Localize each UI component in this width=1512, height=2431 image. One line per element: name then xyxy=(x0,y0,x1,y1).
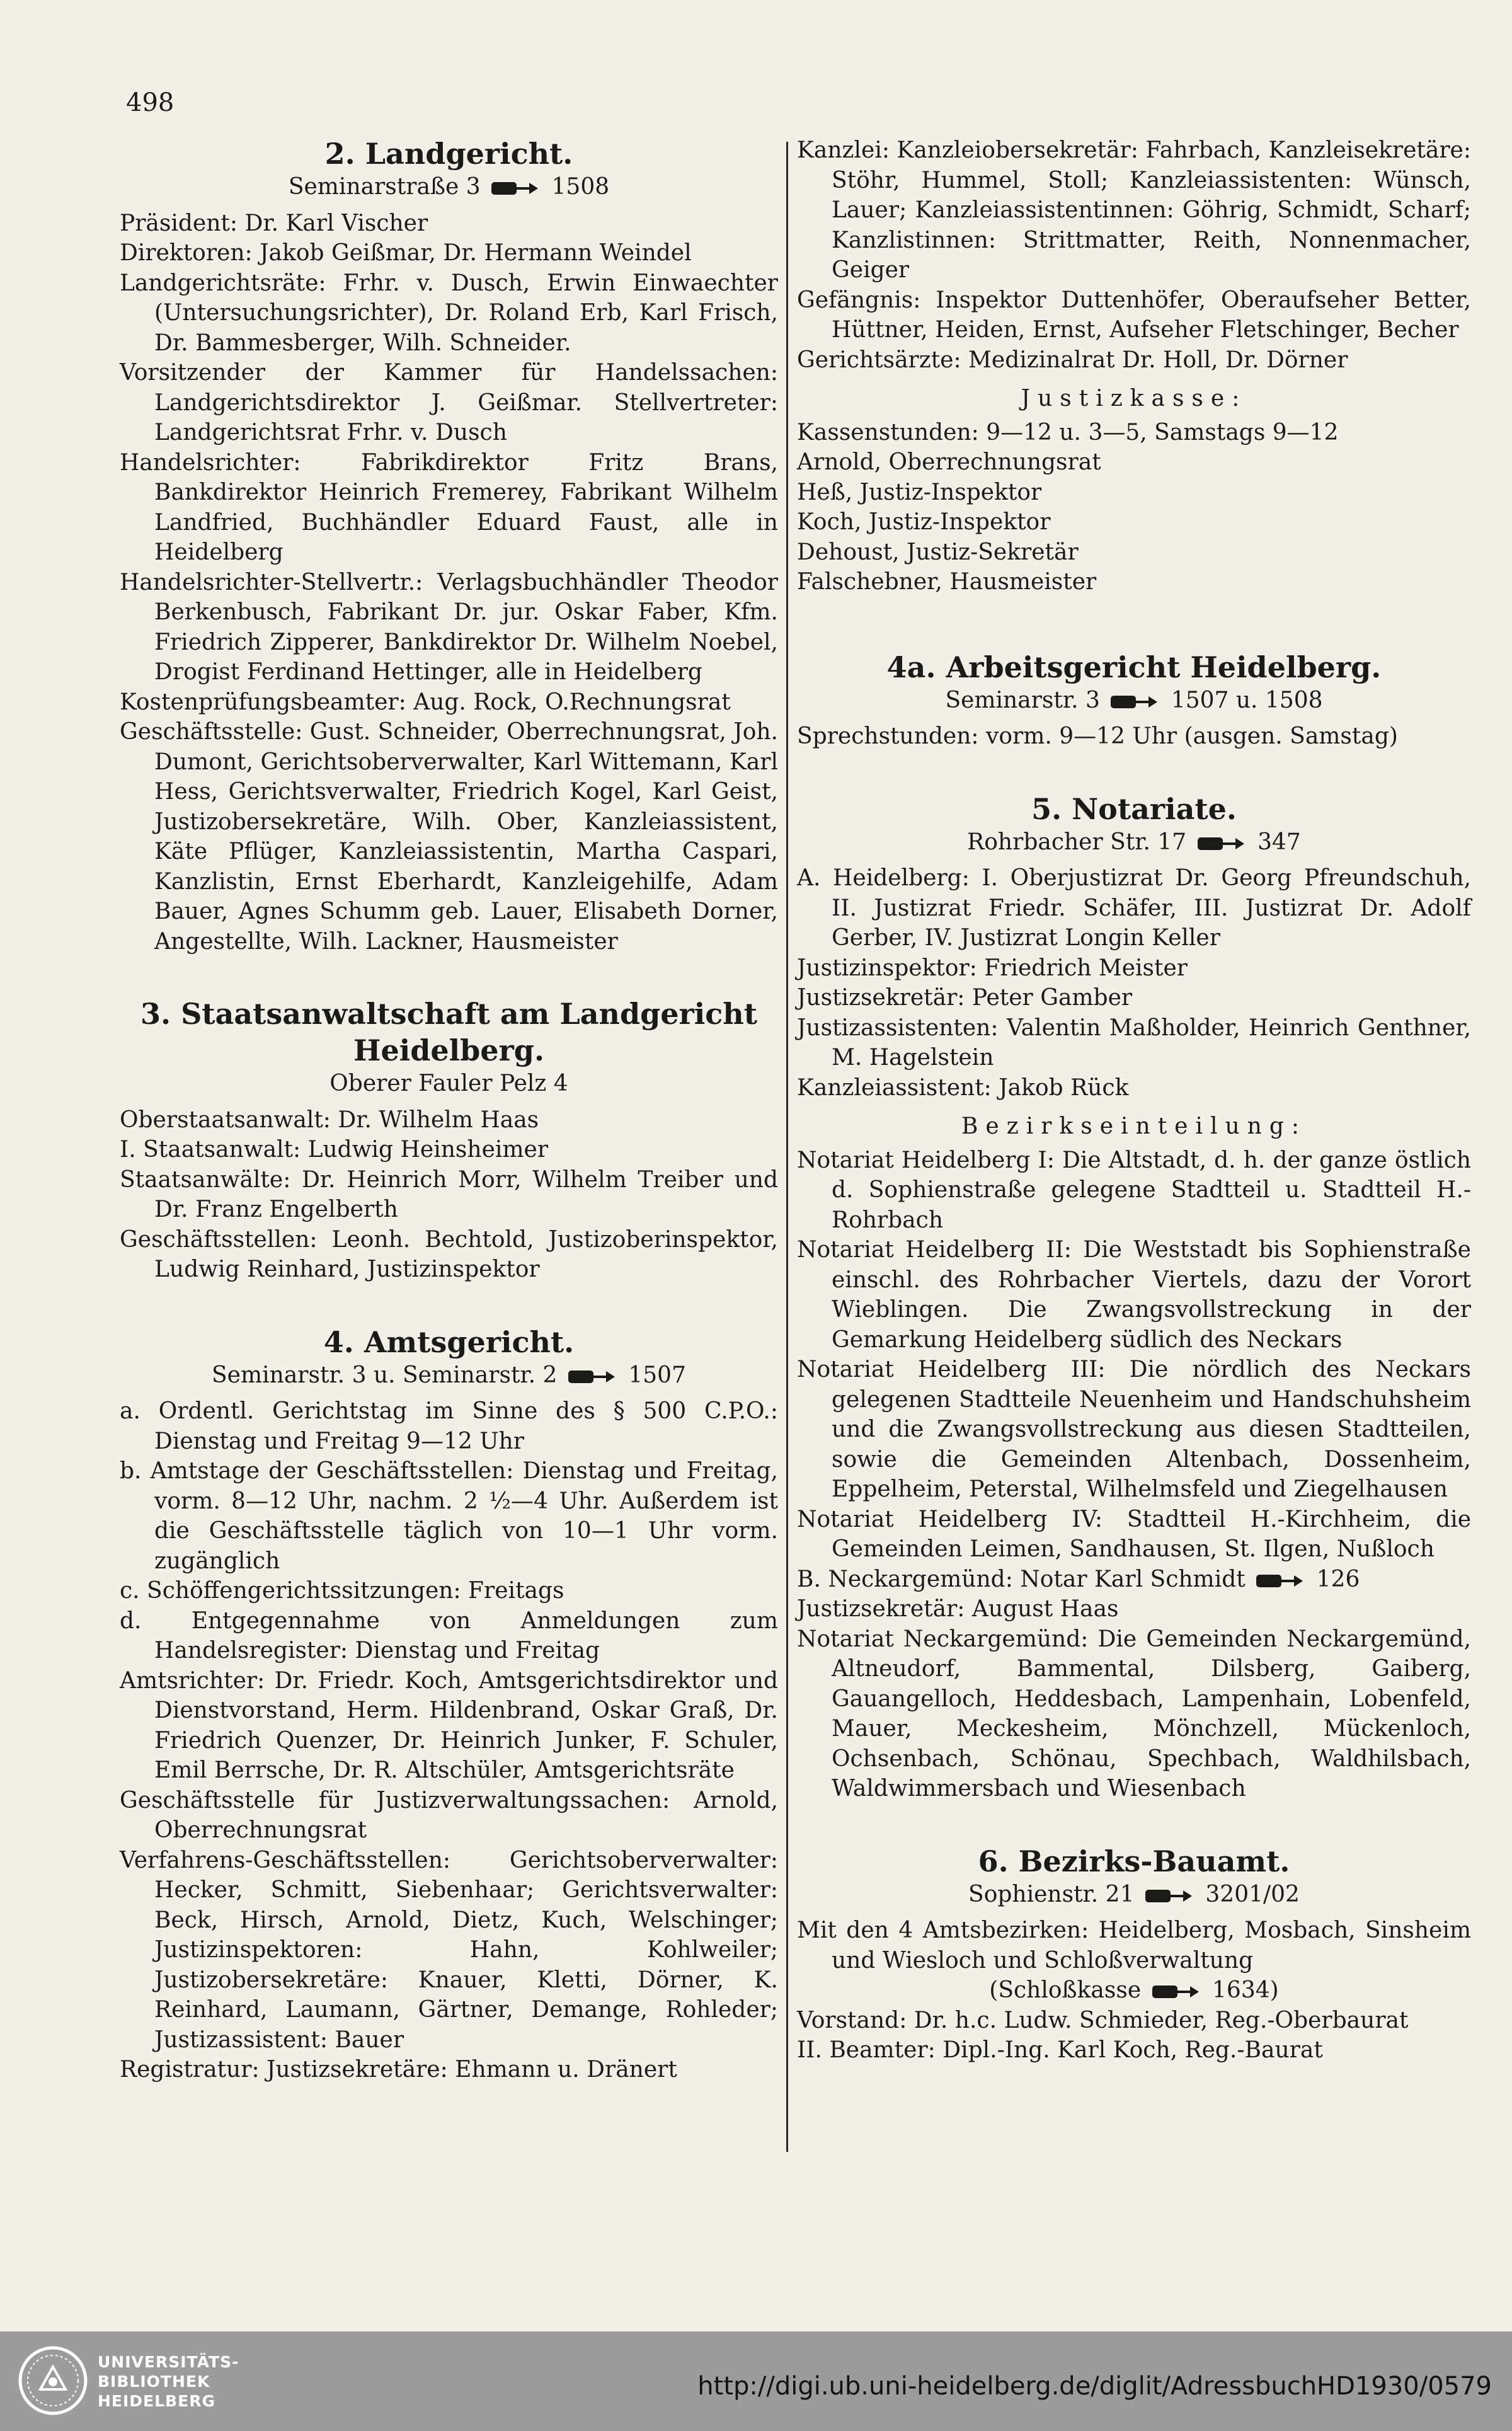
phone-number: 1634) xyxy=(1212,1977,1279,2003)
entry: Vorstand: Dr. h.c. Ludw. Schmieder, Reg.-Oberbaurat xyxy=(797,2007,1409,2033)
phone-number: 1507 u. 1508 xyxy=(1171,687,1323,713)
entry: Gerichtsärzte: Medizinalrat Dr. Holl, Dr. Dörner xyxy=(797,347,1348,373)
right-column xyxy=(797,135,1471,2066)
library-name-line: HEIDELBERG xyxy=(98,2392,215,2410)
entry: b. Amtstage der Geschäftsstellen: Dienstag und Freitag, vorm. 8—12 Uhr, nachm. 2 ½—4 Uhr. Außerdem ist die Geschäftsstelle täglich von 10—1 Uhr vorm. zugänglich xyxy=(120,1458,778,1574)
entry: Kostenprüfungsbeamter: Aug. Rock, O.Rechnungsrat xyxy=(120,689,731,715)
entry: Handelsrichter-Stellvertr.: Verlagsbuchhändler Theodor Berkenbusch, Fabrikant Dr. jur. Oskar Faber, Kfm. Friedrich Zipperer, Bankdirektor Dr. Wilhelm Noebel, Drogist Ferdinand Hettinger, alle in Heidelberg xyxy=(120,569,778,685)
entry: Justizinspektor: Friedrich Meister xyxy=(797,955,1188,981)
phone-number: 347 xyxy=(1257,829,1301,855)
entry: Direktoren: Jakob Geißmar, Dr. Hermann Weindel xyxy=(120,240,692,266)
schlosskasse-line xyxy=(797,1975,1471,2006)
address-text: Seminarstr. 3 u. Seminarstr. 2 xyxy=(212,1362,558,1388)
left-column xyxy=(120,135,778,2085)
footer-bar xyxy=(0,2331,1512,2431)
address-text: Rohrbacher Str. 17 xyxy=(967,829,1187,855)
section-title-bezirksbauamt: 6. Bezirks-Bauamt. xyxy=(978,1844,1290,1878)
entry: Falschebner, Hausmeister xyxy=(797,569,1097,595)
entry: Koch, Justiz-Inspektor xyxy=(797,509,1051,535)
address-staatsanwaltschaft: Oberer Fauler Pelz 4 xyxy=(329,1071,568,1096)
address-notariate xyxy=(797,827,1471,858)
section-title-staatsanwaltschaft: 3. Staatsanwaltschaft am Landgericht xyxy=(140,997,757,1031)
entry: II. Beamter: Dipl.-Ing. Karl Koch, Reg.-Baurat xyxy=(797,2037,1323,2063)
telephone-icon xyxy=(1145,1888,1194,1904)
telephone-icon xyxy=(491,180,541,197)
telephone-icon xyxy=(568,1369,617,1385)
entry-neckargemuend xyxy=(797,1565,1471,1595)
entry: a. Ordentl. Gerichtstag im Sinne des § 500 C.P.O.: Dienstag und Freitag 9—12 Uhr xyxy=(120,1398,778,1454)
section-title-arbeitsgericht: 4a. Arbeitsgericht Heidelberg. xyxy=(886,650,1382,684)
entry: Dehoust, Justiz-Sekretär xyxy=(797,539,1079,565)
section-title-notariate: 5. Notariate. xyxy=(1031,791,1237,826)
entry: Arnold, Oberrechnungsrat xyxy=(797,449,1101,475)
entry: Gefängnis: Inspektor Duttenhöfer, Oberaufseher Better, Hüttner, Heiden, Ernst, Aufseher Fletschinger, Becher xyxy=(797,287,1471,343)
entry: Amtsrichter: Dr. Friedr. Koch, Amtsgerichtsdirektor und Dienstvorstand, Herm. Hildenbrand, Oskar Graß, Dr. Friedrich Quenzer, Dr. Heinrich Junker, F. Schuler, Emil Berrsche, Dr. R. Altschüler, Amtsgerichtsräte xyxy=(120,1667,778,1783)
entry: Kassenstunden: 9—12 u. 3—5, Samstags 9—12 xyxy=(797,419,1339,445)
source-url-link[interactable]: http://digi.ub.uni-heidelberg.de/diglit/AdressbuchHD1930/0579 xyxy=(697,2372,1492,2401)
column-divider xyxy=(786,142,788,2152)
entry: Notariat Heidelberg I: Die Altstadt, d. h. der ganze östlich d. Sophienstraße gelegene Stadtteil u. Stadtteil H.-Rohrbach xyxy=(797,1147,1471,1233)
section-title-landgericht: 2. Landgericht. xyxy=(324,137,573,171)
section-title-staatsanwaltschaft-line2: Heidelberg. xyxy=(353,1033,544,1067)
entry: Geschäftsstellen: Leonh. Bechtold, Justizoberinspektor, Ludwig Reinhard, Justizinspektor xyxy=(120,1226,778,1282)
schlosskasse-label: (Schloßkasse xyxy=(989,1977,1142,2003)
bezirkseinteilung-heading: Bezirkseinteilung: xyxy=(961,1113,1307,1139)
entry: Vorsitzender der Kammer für Handelssachen: Landgerichtsdirektor J. Geißmar. Stellvertreter: Landgerichtsrat Frhr. v. Dusch xyxy=(120,360,778,445)
entry: Präsident: Dr. Karl Vischer xyxy=(120,210,428,236)
entry: Mit den 4 Amtsbezirken: Heidelberg, Mosbach, Sinsheim und Wiesloch und Schloßverwaltung xyxy=(797,1917,1471,1974)
phone-number: 1508 xyxy=(551,174,610,200)
entry: Notariat Neckargemünd: Die Gemeinden Neckargemünd, Altneudorf, Bammental, Dilsberg, Gaiberg, Gauangelloch, Heddesbach, Lampenhain, Lobenfeld, Mauer, Meckesheim, Mönchzell, Mückenloch, Ochsenbach, Schönau, Spechbach, Waldhilsbach, Waldwimmersbach und Wiesenbach xyxy=(797,1626,1471,1802)
telephone-icon xyxy=(1111,694,1160,710)
phone-number: 126 xyxy=(1316,1566,1360,1592)
library-name xyxy=(98,2352,239,2411)
entry: Notariat Heidelberg IV: Stadtteil H.-Kirchheim, die Gemeinden Leimen, Sandhausen, St. Ilgen, Nußloch xyxy=(797,1506,1471,1562)
entry: Landgerichtsräte: Frhr. v. Dusch, Erwin Einwaechter (Untersuchungsrichter), Dr. Roland Erb, Karl Frisch, Dr. Bammesberger, Wilh. Schneider. xyxy=(120,270,778,356)
entry: Handelsrichter: Fabrikdirektor Fritz Brans, Bankdirektor Heinrich Fremerey, Fabrikant Wilhelm Landfried, Buchhändler Eduard Faust, alle in Heidelberg xyxy=(120,449,778,565)
entry: Sprechstunden: vorm. 9—12 Uhr (ausgen. Samstag) xyxy=(797,723,1398,749)
entry: A. Heidelberg: I. Oberjustizrat Dr. Georg Pfreundschuh, II. Justizrat Friedr. Schäfer, III. Justizrat Dr. Adolf Gerber, IV. Justizrat Longin Keller xyxy=(797,865,1471,951)
entry: Verfahrens-Geschäftsstellen: Gerichtsoberverwalter: Hecker, Schmitt, Siebenhaar; Gerichtsverwalter: Beck, Hirsch, Arnold, Dietz, Kuch, Welschinger; Justizinspektoren: Hahn, Kohlweiler; Justizobersekretäre: Knauer, Kletti, Dörner, K. Reinhard, Laumann, Gärtner, Demange, Rohleder; Justizassistent: Bauer xyxy=(120,1847,778,2053)
entry: Notariat Heidelberg II: Die Weststadt bis Sophienstraße einschl. des Rohrbacher Viertels, dazu der Vorort Wieblingen. Die Zwangsvollstreckung in der Gemarkung Heidelberg südlich des Neckars xyxy=(797,1237,1471,1353)
entry: Oberstaatsanwalt: Dr. Wilhelm Haas xyxy=(120,1106,539,1133)
library-name-line: BIBLIOTHEK xyxy=(98,2372,210,2391)
page-number: 498 xyxy=(126,88,175,117)
entry: d. Entgegennahme von Anmeldungen zum Handelsregister: Dienstag und Freitag xyxy=(120,1607,778,1664)
entry: Notariat Heidelberg III: Die nördlich des Neckars gelegenen Stadtteile Neuenheim und Handschuhsheim und die Zwangsvollstreckung aus diesen Stadtteilen, sowie die Gemeinden Altenbach, Dossenheim, Eppelheim, Peterstal, Wilhelmsfeld und Ziegelhausen xyxy=(797,1357,1471,1502)
library-name-line: UNIVERSITÄTS- xyxy=(98,2353,239,2371)
phone-number: 1507 xyxy=(628,1362,686,1388)
entry: Registratur: Justizsekretäre: Ehmann u. Dränert xyxy=(120,2057,677,2083)
address-text: Seminarstraße 3 xyxy=(288,174,481,200)
address-amtsgericht xyxy=(120,1360,778,1391)
telephone-icon xyxy=(1152,1984,1201,2000)
entry: Geschäftsstelle für Justizverwaltungssachen: Arnold, Oberrechnungsrat xyxy=(120,1787,778,1843)
address-text: Sophienstr. 21 xyxy=(968,1881,1135,1907)
entry: I. Staatsanwalt: Ludwig Heinsheimer xyxy=(120,1137,549,1163)
university-seal-icon xyxy=(18,2345,88,2416)
address-landgericht xyxy=(120,172,778,202)
entry: Kanzlei: Kanzleiobersekretär: Fahrbach, Kanzleisekretäre: Stöhr, Hummel, Stoll; Kanzleiassistenten: Wünsch, Lauer; Kanzleiassistentinnen: Göhrig, Schmidt, Scharf; Kanzlistinnen: Strittmatter, Reith, Nonnenmacher, Geiger xyxy=(797,137,1471,283)
entry: Justizsekretär: Peter Gamber xyxy=(797,985,1133,1011)
entry: Justizassistenten: Valentin Maßholder, Heinrich Genthner, M. Hagelstein xyxy=(797,1014,1471,1071)
entry-text: B. Neckargemünd: Notar Karl Schmidt xyxy=(797,1566,1246,1592)
entry: Justizsekretär: August Haas xyxy=(797,1596,1119,1622)
address-text: Seminarstr. 3 xyxy=(945,687,1100,713)
entry: c. Schöffengerichtssitzungen: Freitags xyxy=(120,1578,564,1604)
telephone-icon xyxy=(1256,1573,1305,1589)
entry: Staatsanwälte: Dr. Heinrich Morr, Wilhelm Treiber und Dr. Franz Engelberth xyxy=(120,1166,778,1222)
section-title-amtsgericht: 4. Amtsgericht. xyxy=(323,1325,575,1359)
entry: Kanzleiassistent: Jakob Rück xyxy=(797,1074,1129,1101)
entry: Heß, Justiz-Inspektor xyxy=(797,479,1042,505)
telephone-icon xyxy=(1198,836,1247,852)
address-bezirksbauamt xyxy=(797,1880,1471,1910)
address-arbeitsgericht xyxy=(797,686,1471,716)
entry: Geschäftsstelle: Gust. Schneider, Oberrechnungsrat, Joh. Dumont, Gerichtsoberverwalter, Karl Wittemann, Karl Hess, Gerichtsverwalter, Friedrich Kogel, Karl Geist, Justizobersekretäre, Wilh. Ober, Kanzleiassistent, Käte Pflüger, Kanzleiassistentin, Martha Caspari, Kanzlistin, Ernst Eberhardt, Kanzleigehilfe, Adam Bauer, Agnes Schumm geb. Lauer, Elisabeth Dorner, Angestellte, Wilh. Lackner, Hausmeister xyxy=(120,719,778,955)
justizkasse-heading: Justizkasse: xyxy=(1021,386,1247,411)
phone-number: 3201/02 xyxy=(1205,1881,1300,1907)
